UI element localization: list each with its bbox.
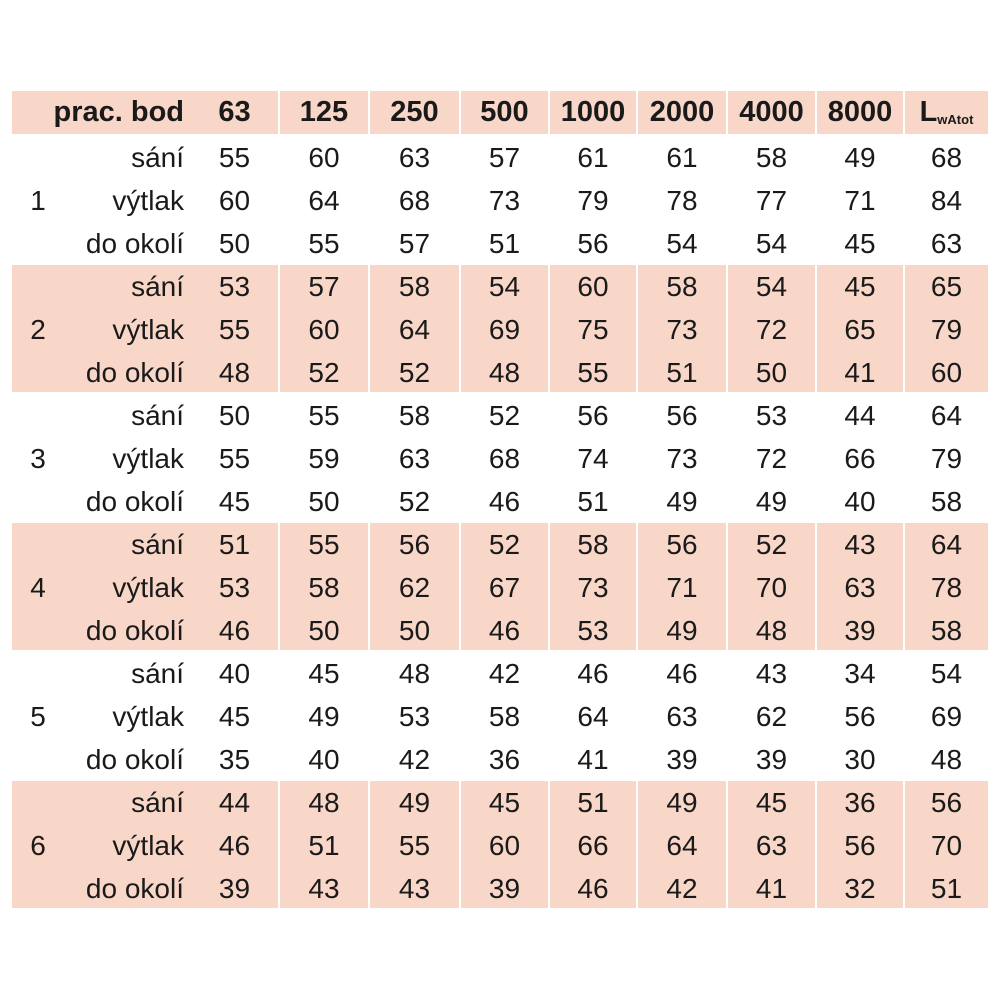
value-cell: 73: [666, 314, 698, 345]
value-cell: 54: [755, 271, 788, 302]
value-cell: 53: [218, 572, 251, 603]
value-cell: 67: [488, 572, 521, 603]
value-cell: 69: [488, 314, 521, 345]
value-cell: 49: [666, 787, 698, 818]
group-number: 4: [30, 572, 46, 603]
value-cell: 55: [308, 529, 340, 560]
value-cell: 39: [755, 744, 788, 775]
value-cell: 79: [930, 314, 963, 345]
value-cell: 60: [577, 271, 609, 302]
header-freq: 63: [218, 96, 251, 128]
value-cell: 54: [666, 228, 698, 259]
header-freq: 250: [390, 96, 439, 128]
group-number: 3: [30, 443, 46, 474]
row-label: výtlak: [112, 701, 184, 732]
value-cell: 55: [308, 400, 340, 431]
value-cell: 45: [488, 787, 521, 818]
value-cell: 61: [577, 142, 609, 173]
value-cell: 52: [755, 529, 788, 560]
value-cell: 50: [398, 615, 431, 646]
value-cell: 68: [488, 443, 521, 474]
value-cell: 45: [844, 271, 876, 302]
value-cell: 55: [218, 314, 251, 345]
value-cell: 60: [218, 185, 251, 216]
value-cell: 39: [218, 873, 251, 904]
header-freq: 8000: [827, 96, 893, 128]
value-cell: 55: [218, 142, 251, 173]
value-cell: 55: [577, 357, 609, 388]
value-cell: 46: [577, 873, 609, 904]
row-label: do okolí: [85, 486, 184, 517]
value-cell: 46: [488, 615, 521, 646]
row-label: do okolí: [85, 873, 184, 904]
value-cell: 46: [666, 658, 698, 689]
row-label: sání: [131, 787, 184, 818]
value-cell: 56: [398, 529, 431, 560]
row-label: do okolí: [85, 744, 184, 775]
value-cell: 73: [577, 572, 609, 603]
value-cell: 46: [218, 830, 251, 861]
value-cell: 79: [930, 443, 963, 474]
value-cell: 57: [488, 142, 521, 173]
value-cell: 42: [398, 744, 431, 775]
value-cell: 50: [218, 400, 251, 431]
value-cell: 41: [844, 357, 876, 388]
value-cell: 78: [666, 185, 698, 216]
row-label: do okolí: [85, 357, 184, 388]
value-cell: 42: [488, 658, 521, 689]
value-cell: 34: [844, 658, 876, 689]
value-cell: 52: [398, 357, 431, 388]
value-cell: 71: [666, 572, 698, 603]
value-cell: 56: [930, 787, 963, 818]
value-cell: 70: [930, 830, 963, 861]
row-label: výtlak: [112, 443, 184, 474]
value-cell: 50: [755, 357, 788, 388]
header-label: prac. bod: [53, 96, 184, 128]
value-cell: 41: [577, 744, 609, 775]
value-cell: 60: [930, 357, 963, 388]
value-cell: 73: [666, 443, 698, 474]
value-cell: 51: [218, 529, 251, 560]
value-cell: 66: [844, 443, 876, 474]
value-cell: 53: [755, 400, 788, 431]
value-cell: 64: [930, 400, 963, 431]
value-cell: 49: [666, 615, 698, 646]
value-cell: 45: [218, 701, 251, 732]
value-cell: 51: [577, 787, 609, 818]
value-cell: 49: [398, 787, 431, 818]
value-cell: 48: [218, 357, 251, 388]
value-cell: 51: [577, 486, 609, 517]
value-cell: 46: [488, 486, 521, 517]
value-cell: 60: [488, 830, 521, 861]
group-number: 2: [30, 314, 46, 345]
value-cell: 43: [398, 873, 431, 904]
value-cell: 48: [398, 658, 431, 689]
value-cell: 51: [308, 830, 340, 861]
value-cell: 45: [844, 228, 876, 259]
value-cell: 40: [218, 658, 251, 689]
value-cell: 44: [844, 400, 876, 431]
value-cell: 58: [666, 271, 698, 302]
value-cell: 54: [930, 658, 963, 689]
value-cell: 63: [398, 443, 431, 474]
value-cell: 35: [218, 744, 251, 775]
value-cell: 30: [844, 744, 876, 775]
value-cell: 45: [218, 486, 251, 517]
value-cell: 55: [218, 443, 251, 474]
value-cell: 56: [666, 529, 698, 560]
value-cell: 36: [844, 787, 876, 818]
value-cell: 55: [398, 830, 431, 861]
group-number: 1: [30, 185, 46, 216]
value-cell: 75: [577, 314, 609, 345]
value-cell: 53: [218, 271, 251, 302]
value-cell: 59: [308, 443, 340, 474]
value-cell: 56: [844, 830, 876, 861]
value-cell: 58: [930, 486, 963, 517]
value-cell: 58: [930, 615, 963, 646]
value-cell: 45: [308, 658, 340, 689]
row-label: sání: [131, 400, 184, 431]
value-cell: 69: [930, 701, 963, 732]
value-cell: 43: [844, 529, 876, 560]
value-cell: 64: [398, 314, 431, 345]
value-cell: 65: [844, 314, 876, 345]
value-cell: 61: [666, 142, 698, 173]
header-freq: 1000: [560, 96, 626, 128]
value-cell: 44: [218, 787, 251, 818]
value-cell: 64: [666, 830, 698, 861]
value-cell: 79: [577, 185, 609, 216]
row-label: sání: [131, 142, 184, 173]
value-cell: 72: [755, 314, 788, 345]
value-cell: 49: [844, 142, 876, 173]
value-cell: 40: [308, 744, 340, 775]
value-cell: 63: [755, 830, 788, 861]
value-cell: 73: [488, 185, 521, 216]
value-cell: 58: [755, 142, 788, 173]
value-cell: 39: [666, 744, 698, 775]
value-cell: 60: [308, 314, 340, 345]
value-cell: 58: [398, 271, 431, 302]
value-cell: 72: [755, 443, 788, 474]
value-cell: 74: [577, 443, 609, 474]
value-cell: 62: [755, 701, 788, 732]
value-cell: 36: [488, 744, 521, 775]
value-cell: 49: [755, 486, 788, 517]
value-cell: 52: [488, 529, 521, 560]
value-cell: 68: [398, 185, 431, 216]
value-cell: 78: [930, 572, 963, 603]
value-cell: 64: [930, 529, 963, 560]
header-total-sub: wAtot: [937, 112, 974, 127]
row-label: sání: [131, 529, 184, 560]
value-cell: 58: [308, 572, 340, 603]
value-cell: 55: [308, 228, 340, 259]
value-cell: 48: [488, 357, 521, 388]
value-cell: 50: [218, 228, 251, 259]
value-cell: 52: [308, 357, 340, 388]
value-cell: 41: [755, 873, 788, 904]
row-label: výtlak: [112, 314, 184, 345]
header-total: [905, 91, 988, 134]
value-cell: 57: [308, 271, 340, 302]
value-cell: 50: [308, 486, 340, 517]
value-cell: 46: [218, 615, 251, 646]
value-cell: 84: [930, 185, 963, 216]
value-cell: 53: [398, 701, 431, 732]
value-cell: 53: [577, 615, 609, 646]
value-cell: 56: [577, 228, 609, 259]
value-cell: 51: [666, 357, 698, 388]
value-cell: 48: [755, 615, 788, 646]
value-cell: 52: [488, 400, 521, 431]
value-cell: 68: [930, 142, 963, 173]
row-label: výtlak: [112, 830, 184, 861]
value-cell: 58: [488, 701, 521, 732]
value-cell: 39: [844, 615, 876, 646]
group-number: 5: [30, 701, 46, 732]
value-cell: 51: [930, 873, 963, 904]
value-cell: 66: [577, 830, 609, 861]
value-cell: 71: [844, 185, 876, 216]
value-cell: 42: [666, 873, 698, 904]
header-freq: 2000: [649, 96, 715, 128]
value-cell: 51: [488, 228, 521, 259]
value-cell: 63: [666, 701, 698, 732]
value-cell: 56: [577, 400, 609, 431]
row-label: do okolí: [85, 615, 184, 646]
row-label: výtlak: [112, 572, 184, 603]
value-cell: 70: [755, 572, 788, 603]
value-cell: 65: [930, 271, 963, 302]
value-cell: 62: [398, 572, 431, 603]
header-freq: 500: [480, 96, 529, 128]
header-total-main: L: [919, 96, 938, 128]
value-cell: 64: [577, 701, 609, 732]
value-cell: 77: [755, 185, 788, 216]
value-cell: 60: [308, 142, 340, 173]
value-cell: 57: [398, 228, 431, 259]
value-cell: 32: [844, 873, 876, 904]
value-cell: 54: [755, 228, 788, 259]
value-cell: 58: [577, 529, 609, 560]
value-cell: 63: [398, 142, 431, 173]
value-cell: 40: [844, 486, 876, 517]
value-cell: 64: [308, 185, 340, 216]
row-label: sání: [131, 658, 184, 689]
value-cell: 50: [308, 615, 340, 646]
value-cell: 52: [398, 486, 431, 517]
value-cell: 63: [844, 572, 876, 603]
value-cell: 45: [755, 787, 788, 818]
value-cell: 43: [755, 658, 788, 689]
value-cell: 43: [308, 873, 340, 904]
row-label: sání: [131, 271, 184, 302]
value-cell: 63: [930, 228, 963, 259]
value-cell: 58: [398, 400, 431, 431]
value-cell: 54: [488, 271, 521, 302]
value-cell: 49: [308, 701, 340, 732]
value-cell: 39: [488, 873, 521, 904]
group-number: 6: [30, 830, 46, 861]
value-cell: 56: [844, 701, 876, 732]
row-label: do okolí: [85, 228, 184, 259]
value-cell: 56: [666, 400, 698, 431]
header-freq: 125: [299, 96, 349, 128]
value-cell: 48: [930, 744, 963, 775]
row-label: výtlak: [112, 185, 184, 216]
value-cell: 48: [308, 787, 340, 818]
header-freq: 4000: [739, 96, 804, 128]
value-cell: 46: [577, 658, 609, 689]
value-cell: 49: [666, 486, 698, 517]
